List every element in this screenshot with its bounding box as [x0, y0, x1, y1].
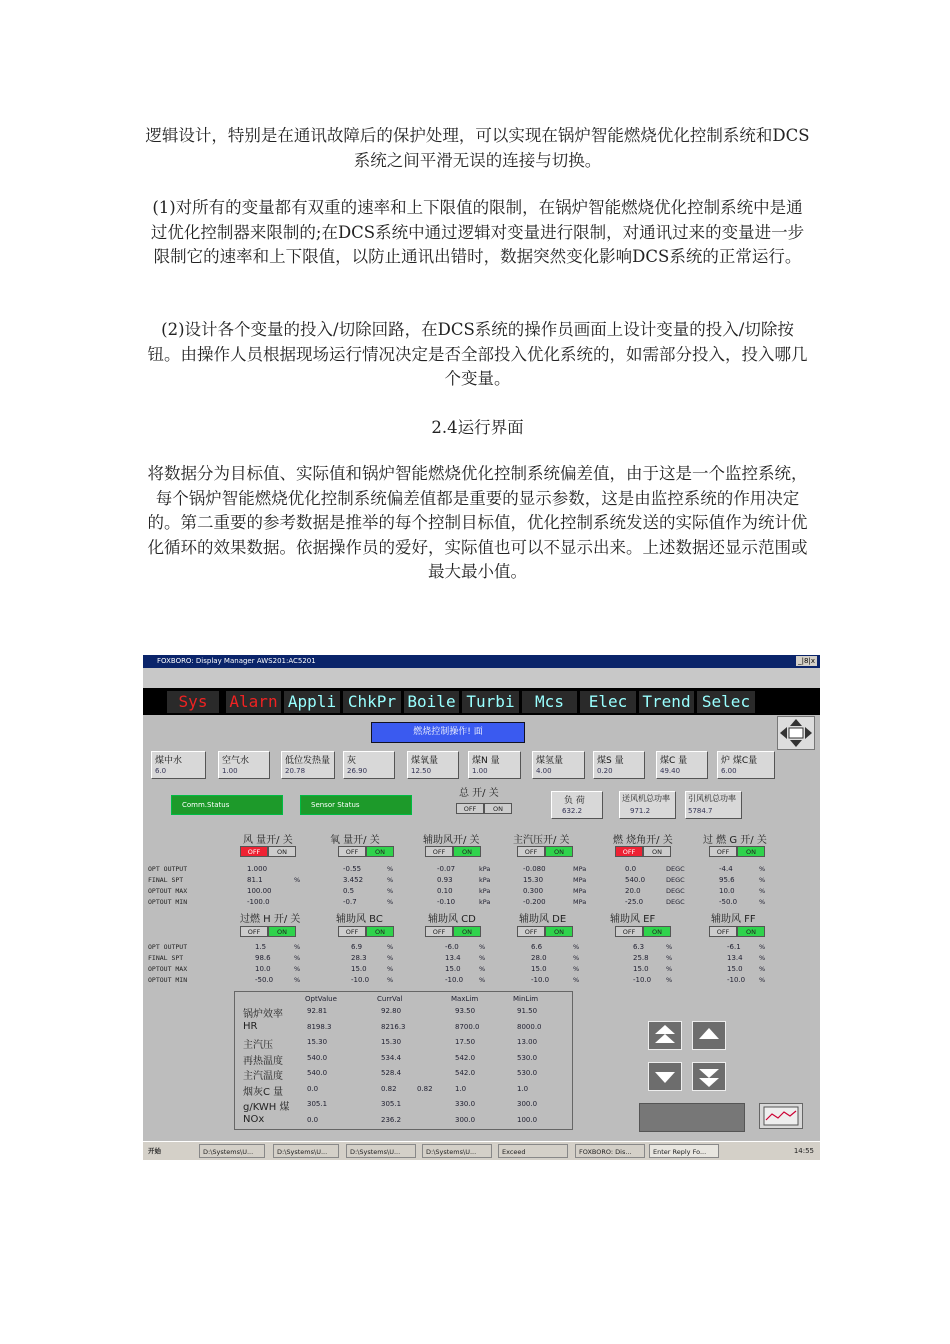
- group-value: 3.452: [343, 876, 364, 884]
- row-value: 0.82: [381, 1084, 397, 1093]
- on-off-switch: [615, 846, 671, 857]
- group-unit: kPa: [479, 887, 491, 895]
- off-button[interactable]: OFF: [615, 846, 643, 857]
- tile-label: 煤S 量: [597, 756, 624, 766]
- on-off-switch: [425, 846, 481, 857]
- group-title: 辅助风 CD: [428, 914, 476, 925]
- group-value: 20.0: [625, 887, 641, 895]
- taskbar-item-3[interactable]: D:\Systems\U...: [346, 1144, 416, 1158]
- group-title: 过 燃 G 开/ 关: [703, 835, 767, 846]
- col-currval: CurrVal: [377, 995, 403, 1003]
- row-value: 530.0: [517, 1069, 538, 1077]
- dcs-screenshot: [143, 655, 820, 1160]
- on-button[interactable]: ON: [366, 846, 394, 857]
- start-button[interactable]: 开始: [145, 1144, 175, 1158]
- group-value: 25.8: [633, 954, 649, 962]
- tile-label: 煤氢量: [536, 756, 564, 766]
- col-optvalue: OptValue: [305, 995, 337, 1003]
- on-off-switch: [709, 846, 765, 857]
- group-unit: MPa: [573, 898, 587, 906]
- tile-value: 0.20: [597, 767, 613, 775]
- tile-lhv[interactable]: [281, 751, 335, 779]
- group-value: -6.0: [445, 943, 459, 951]
- group-value: 98.6: [255, 954, 271, 962]
- total-switch: [456, 803, 512, 814]
- group-unit: MPa: [573, 876, 587, 884]
- group-value: 0.93: [437, 876, 453, 884]
- group-title: 风 量开/ 关: [243, 835, 293, 846]
- row-name: 锅炉效率: [243, 1009, 283, 1020]
- total-switch-label: 总 开/ 关: [459, 788, 499, 799]
- row-label: OPTOUT MAX: [148, 965, 188, 973]
- tile-value: 20.78: [285, 767, 306, 775]
- group-value: 15.0: [445, 965, 461, 973]
- on-button[interactable]: ON: [545, 846, 573, 857]
- menu-chkpr[interactable]: ChkPr: [343, 691, 401, 713]
- page-bottom-button[interactable]: [692, 1062, 726, 1091]
- id-fan-power-tile[interactable]: [685, 791, 742, 819]
- group-title: 燃 烧角开/ 关: [613, 835, 673, 846]
- row-value: 305.1: [307, 1100, 328, 1108]
- table-row: [235, 1020, 572, 1036]
- tile-label: 负 荷: [564, 796, 585, 806]
- row-label: FINAL SPT: [148, 954, 184, 962]
- group-unit: %: [479, 976, 486, 984]
- row-value: 542.0: [455, 1053, 476, 1062]
- menu-mcs[interactable]: Mcs: [522, 691, 577, 713]
- row-value: 15.30: [307, 1038, 328, 1046]
- screen-header: 燃烧控制操作! 面: [371, 722, 525, 743]
- row-value: 330.0: [455, 1100, 476, 1108]
- tile-label: 煤C 量: [660, 756, 688, 766]
- group-unit: %: [387, 898, 394, 906]
- group-value: 6.9: [351, 943, 363, 951]
- group-unit: MPa: [573, 865, 587, 873]
- row-value: 8216.3: [381, 1022, 406, 1031]
- tile-value: 12.50: [411, 767, 432, 775]
- group-value: -0.10: [437, 898, 456, 906]
- group-unit: %: [759, 965, 766, 973]
- table-row: [235, 1004, 572, 1020]
- group-unit: %: [573, 965, 580, 973]
- group-unit: %: [573, 976, 580, 984]
- trend-icon[interactable]: [759, 1103, 803, 1129]
- group-unit: %: [666, 976, 673, 984]
- group-unit: DEGC: [666, 898, 685, 906]
- group-unit: kPa: [479, 876, 491, 884]
- row-value: 93.50: [455, 1007, 476, 1015]
- group-value: 0.10: [437, 887, 453, 895]
- group-value: -0.080: [523, 865, 546, 873]
- group-value: 15.0: [633, 965, 649, 973]
- toolbar-strip: [143, 668, 820, 688]
- taskbar-clock: 14:55: [793, 1147, 814, 1155]
- row-label: OPT OUTPUT: [148, 943, 188, 951]
- taskbar-item-4[interactable]: D:\Systems\U...: [422, 1144, 492, 1158]
- row-value: 8000.0: [517, 1022, 542, 1031]
- row-value: 15.30: [381, 1038, 402, 1046]
- on-button[interactable]: ON: [643, 846, 671, 857]
- row-value: 100.0: [517, 1115, 538, 1124]
- group-value: 10.0: [719, 887, 735, 895]
- tile-label: 引风机总功率: [688, 794, 736, 803]
- on-button[interactable]: ON: [366, 926, 394, 937]
- group-unit: %: [479, 943, 486, 951]
- group-value: 10.0: [255, 965, 271, 973]
- group-unit: %: [573, 954, 580, 962]
- group-unit: %: [759, 887, 766, 895]
- group-value: -0.7: [343, 898, 357, 906]
- tile-value: 1.00: [472, 767, 488, 775]
- off-button[interactable]: OFF: [240, 846, 268, 857]
- row-name: g/KWH 煤: [243, 1102, 290, 1113]
- tile-label: 送风机总功率: [622, 794, 670, 803]
- off-button[interactable]: OFF: [338, 926, 366, 937]
- row-extra-value: 0.82: [417, 1084, 433, 1093]
- group-value: 6.6: [531, 943, 543, 951]
- group-unit: %: [387, 876, 394, 884]
- row-label: OPTOUT MIN: [148, 898, 188, 906]
- row-value: 540.0: [307, 1069, 328, 1077]
- window-title: FOXBORO: Display Manager AWS201:AC5201: [157, 657, 316, 665]
- row-name: HR: [243, 1020, 258, 1032]
- group-unit: kPa: [479, 898, 491, 906]
- group-value: 0.5: [343, 887, 355, 895]
- group-value: 0.300: [523, 887, 544, 895]
- row-value: 305.1: [381, 1100, 402, 1108]
- menu-appli[interactable]: Appli: [284, 691, 340, 713]
- tile-label: 炉 煤C量: [721, 756, 758, 766]
- group-unit: %: [387, 954, 394, 962]
- row-label: FINAL SPT: [148, 876, 184, 884]
- group-unit: %: [759, 898, 766, 906]
- group-value: 15.0: [351, 965, 367, 973]
- tile-label: 灰: [347, 756, 357, 766]
- off-button[interactable]: OFF: [240, 926, 268, 937]
- tile-label: 空气水: [222, 756, 250, 766]
- tile-label: 煤氧量: [411, 756, 439, 766]
- row-name: NOx: [243, 1113, 265, 1125]
- on-button[interactable]: ON: [484, 803, 512, 814]
- group-value: -10.0: [531, 976, 550, 984]
- group-unit: %: [387, 965, 394, 973]
- group-value: -25.0: [625, 898, 644, 906]
- on-button[interactable]: ON: [453, 846, 481, 857]
- menu-elec[interactable]: Elec: [580, 691, 636, 713]
- on-button[interactable]: ON: [268, 846, 296, 857]
- row-value: 528.4: [381, 1069, 402, 1077]
- row-value: 92.81: [307, 1007, 328, 1015]
- group-value: 0.0: [625, 865, 637, 873]
- on-off-switch: [709, 926, 765, 937]
- tile-furnace-coal-c[interactable]: [717, 751, 775, 779]
- menu-selec[interactable]: Selec: [697, 691, 755, 713]
- paragraph-2: (1)对所有的变量都有双重的速率和上下限值的限制，在锅炉智能燃烧优化控制系统中是通过优化控制器来限制的;在DCS系统中通过逻辑对变量进行限制，对通讯过来的变量进一步限制它的速率和上下限值，以防止通讯出错时，数据突然变化影响DCS系统的正常运行。: [150, 198, 805, 266]
- window-titlebar: [143, 655, 820, 668]
- group-title: 辅助风 BC: [336, 914, 383, 925]
- on-off-switch: [517, 926, 573, 937]
- off-button[interactable]: OFF: [517, 926, 545, 937]
- group-value: 95.6: [719, 876, 735, 884]
- page-down-button[interactable]: [648, 1062, 682, 1091]
- optimization-table: [234, 991, 573, 1130]
- group-unit: %: [479, 965, 486, 973]
- group-unit: DEGC: [666, 887, 685, 895]
- row-name: 主汽压: [243, 1040, 273, 1051]
- row-value: 0.0: [307, 1084, 319, 1093]
- page-up-button[interactable]: [692, 1021, 726, 1050]
- row-name: 再热温度: [243, 1055, 283, 1067]
- on-button[interactable]: ON: [737, 846, 765, 857]
- off-button[interactable]: OFF: [709, 926, 737, 937]
- group-value: 15.30: [523, 876, 544, 884]
- on-off-switch: [338, 926, 394, 937]
- group-value: -0.07: [437, 865, 456, 873]
- group-title: 主汽压开/ 关: [513, 835, 570, 846]
- group-value: -0.55: [343, 865, 362, 873]
- tile-coal-moisture[interactable]: [151, 751, 206, 779]
- row-value: 8700.0: [455, 1022, 480, 1031]
- row-name: 烟灰C 量: [243, 1086, 284, 1098]
- navigate-icon[interactable]: [777, 716, 815, 750]
- tile-value: 632.2: [562, 807, 583, 815]
- group-value: -100.0: [247, 898, 270, 906]
- tile-value: 5784.7: [688, 807, 713, 815]
- row-value: 300.0: [517, 1100, 538, 1108]
- off-button[interactable]: OFF: [456, 803, 484, 814]
- off-button[interactable]: OFF: [425, 926, 453, 937]
- group-value: -0.200: [523, 898, 546, 906]
- on-off-switch: [517, 846, 573, 857]
- on-button[interactable]: ON: [643, 926, 671, 937]
- group-unit: %: [294, 976, 301, 984]
- group-unit: DEGC: [666, 865, 685, 873]
- group-unit: %: [759, 876, 766, 884]
- group-title: 辅助风 DE: [519, 914, 567, 925]
- message-area: [639, 1103, 745, 1132]
- tile-value: 26.90: [347, 767, 368, 775]
- on-off-switch: [338, 846, 394, 857]
- menu-turbi[interactable]: Turbi: [462, 691, 519, 713]
- group-unit: %: [294, 965, 301, 973]
- page-top-button[interactable]: [648, 1021, 682, 1050]
- group-unit: %: [759, 943, 766, 951]
- row-value: 236.2: [381, 1115, 402, 1124]
- col-minlim: MinLim: [513, 995, 539, 1003]
- menu-boile[interactable]: Boile: [404, 691, 459, 713]
- load-tile[interactable]: [551, 791, 603, 819]
- off-button[interactable]: OFF: [709, 846, 737, 857]
- off-button[interactable]: OFF: [425, 846, 453, 857]
- row-value: 13.00: [517, 1038, 538, 1046]
- group-unit: %: [666, 954, 673, 962]
- row-value: 530.0: [517, 1053, 538, 1062]
- group-value: 13.4: [445, 954, 461, 962]
- group-title: 辅助风 FF: [711, 914, 756, 925]
- taskbar-item-7[interactable]: Enter Reply Fo...: [649, 1144, 719, 1158]
- table-row: [235, 1113, 572, 1129]
- group-value: 100.00: [247, 887, 272, 895]
- group-value: -50.0: [719, 898, 738, 906]
- tile-value: 971.2: [630, 807, 651, 815]
- group-unit: %: [666, 943, 673, 951]
- group-unit: %: [759, 976, 766, 984]
- tile-coal-h[interactable]: [532, 751, 585, 779]
- group-unit: %: [294, 943, 301, 951]
- on-off-switch: [425, 926, 481, 937]
- window-controls[interactable]: _|8|x: [798, 657, 815, 665]
- row-label: OPTOUT MAX: [148, 887, 188, 895]
- row-value: 1.0: [517, 1084, 529, 1093]
- paragraph-3: (2)设计各个变量的投入/切除回路，在DCS系统的操作员画面上设计变量的投入/切除按钮。由操作人员根据现场运行情况决定是否全部投入优化系统的，如需部分投入，投入哪几个变量。: [147, 320, 808, 388]
- group-value: 15.0: [727, 965, 743, 973]
- menu-alarm[interactable]: Alarn: [226, 691, 281, 713]
- group-unit: %: [666, 965, 673, 973]
- on-button[interactable]: ON: [268, 926, 296, 937]
- group-value: 81.1: [247, 876, 263, 884]
- group-value: -10.0: [633, 976, 652, 984]
- group-title: 辅助风开/ 关: [423, 835, 480, 846]
- on-button[interactable]: ON: [737, 926, 765, 937]
- tile-coal-s[interactable]: [593, 751, 645, 779]
- row-value: 540.0: [307, 1053, 328, 1062]
- row-label: OPT OUTPUT: [148, 865, 188, 873]
- group-value: 28.0: [531, 954, 547, 962]
- group-value: 1.000: [247, 865, 268, 873]
- group-value: -4.4: [719, 865, 733, 873]
- row-value: 534.4: [381, 1053, 402, 1062]
- menu-trend[interactable]: Trend: [639, 691, 694, 713]
- group-value: 15.0: [531, 965, 547, 973]
- paragraph-1: 逻辑设计，特别是在通讯故障后的保护处理，可以实现在锅炉智能燃烧优化控制系统和DCS系统之间平滑无误的连接与切换。: [145, 126, 810, 170]
- group-unit: %: [294, 876, 301, 884]
- menu-sys[interactable]: Sys: [167, 691, 219, 713]
- tile-value: 49.40: [660, 767, 681, 775]
- group-unit: %: [387, 865, 394, 873]
- paragraph-5: 将数据分为目标值、实际值和锅炉智能燃烧优化控制系统偏差值，由于这是一个监控系统，每个锅炉智能燃烧优化控制系统偏差值都是重要的显示参数，这是由监控系统的作用决定的。第二重要的参考数据是推举的每个控制目标值，优化控制系统发送的实际值作为统计优化循环的效果数据。依据操作员的爱好，实际值也可以不显示出来。上述数据还显示范围或最大最小值。: [147, 464, 808, 581]
- table-row: [235, 1082, 572, 1098]
- section-heading: 2.4运行界面: [431, 418, 524, 437]
- row-value: 91.50: [517, 1007, 538, 1015]
- menu-bar: [143, 688, 820, 715]
- group-unit: %: [759, 954, 766, 962]
- row-name: 主汽温度: [243, 1071, 283, 1082]
- group-value: 1.5: [255, 943, 267, 951]
- taskbar-item-5[interactable]: Exceed: [498, 1144, 568, 1158]
- group-value: 28.3: [351, 954, 367, 962]
- group-title: 氧 量开/ 关: [330, 835, 380, 846]
- group-unit: %: [387, 976, 394, 984]
- group-value: -10.0: [445, 976, 464, 984]
- table-row: [235, 1051, 572, 1067]
- comm-status: Comm.Status: [171, 795, 283, 815]
- row-value: 92.80: [381, 1007, 402, 1015]
- group-title: 辅助风 EF: [610, 914, 656, 925]
- group-value: 6.3: [633, 943, 645, 951]
- row-value: 8198.3: [307, 1022, 332, 1031]
- row-value: 300.0: [455, 1115, 476, 1124]
- table-row: [235, 1066, 572, 1082]
- tile-value: 6.0: [155, 767, 167, 775]
- on-button[interactable]: ON: [453, 926, 481, 937]
- row-value: 1.0: [455, 1084, 467, 1093]
- tile-value: 1.00: [222, 767, 238, 775]
- group-unit: %: [387, 943, 394, 951]
- tile-label: 煤中水: [155, 756, 183, 766]
- group-value: -6.1: [727, 943, 741, 951]
- row-value: 17.50: [455, 1038, 476, 1046]
- on-off-switch: [240, 846, 296, 857]
- row-value: 542.0: [455, 1069, 476, 1077]
- group-value: 540.0: [625, 876, 646, 884]
- tile-value: 6.00: [721, 767, 737, 775]
- group-unit: %: [294, 954, 301, 962]
- tile-coal-n[interactable]: [468, 751, 521, 779]
- tile-air-moisture[interactable]: [218, 751, 270, 779]
- group-unit: %: [759, 865, 766, 873]
- group-unit: %: [479, 954, 486, 962]
- taskbar-item-2[interactable]: D:\Systems\U...: [273, 1144, 339, 1158]
- tile-coal-oxygen[interactable]: [407, 751, 459, 779]
- off-button[interactable]: OFF: [615, 926, 643, 937]
- col-maxlim: MaxLim: [451, 995, 479, 1003]
- tile-label: 低位发热量: [285, 756, 331, 766]
- group-unit: %: [573, 943, 580, 951]
- group-unit: %: [387, 887, 394, 895]
- row-value: 0.0: [307, 1115, 319, 1124]
- taskbar-item-1[interactable]: D:\Systems\U...: [199, 1144, 265, 1158]
- group-value: -10.0: [727, 976, 746, 984]
- on-button[interactable]: ON: [545, 926, 573, 937]
- group-unit: DEGC: [666, 876, 685, 884]
- tile-ash[interactable]: [343, 751, 395, 779]
- tile-coal-c[interactable]: [656, 751, 708, 779]
- group-unit: kPa: [479, 865, 491, 873]
- taskbar-item-6[interactable]: FOXBORO: Dis...: [575, 1144, 645, 1158]
- group-unit: MPa: [573, 887, 587, 895]
- table-row: [235, 1097, 572, 1113]
- tile-label: 煤N 量: [472, 756, 500, 766]
- group-value: 13.4: [727, 954, 743, 962]
- sensor-status: Sensor Status: [300, 795, 412, 815]
- group-value: -50.0: [255, 976, 274, 984]
- off-button[interactable]: OFF: [517, 846, 545, 857]
- table-row: [235, 1035, 572, 1051]
- group-value: -10.0: [351, 976, 370, 984]
- on-off-switch: [615, 926, 671, 937]
- taskbar: [143, 1141, 820, 1160]
- on-off-switch: [240, 926, 296, 937]
- tile-value: 4.00: [536, 767, 552, 775]
- fd-fan-power-tile[interactable]: [619, 791, 676, 819]
- group-title: 过燃 H 开/ 关: [240, 914, 301, 925]
- off-button[interactable]: OFF: [338, 846, 366, 857]
- row-label: OPTOUT MIN: [148, 976, 188, 984]
